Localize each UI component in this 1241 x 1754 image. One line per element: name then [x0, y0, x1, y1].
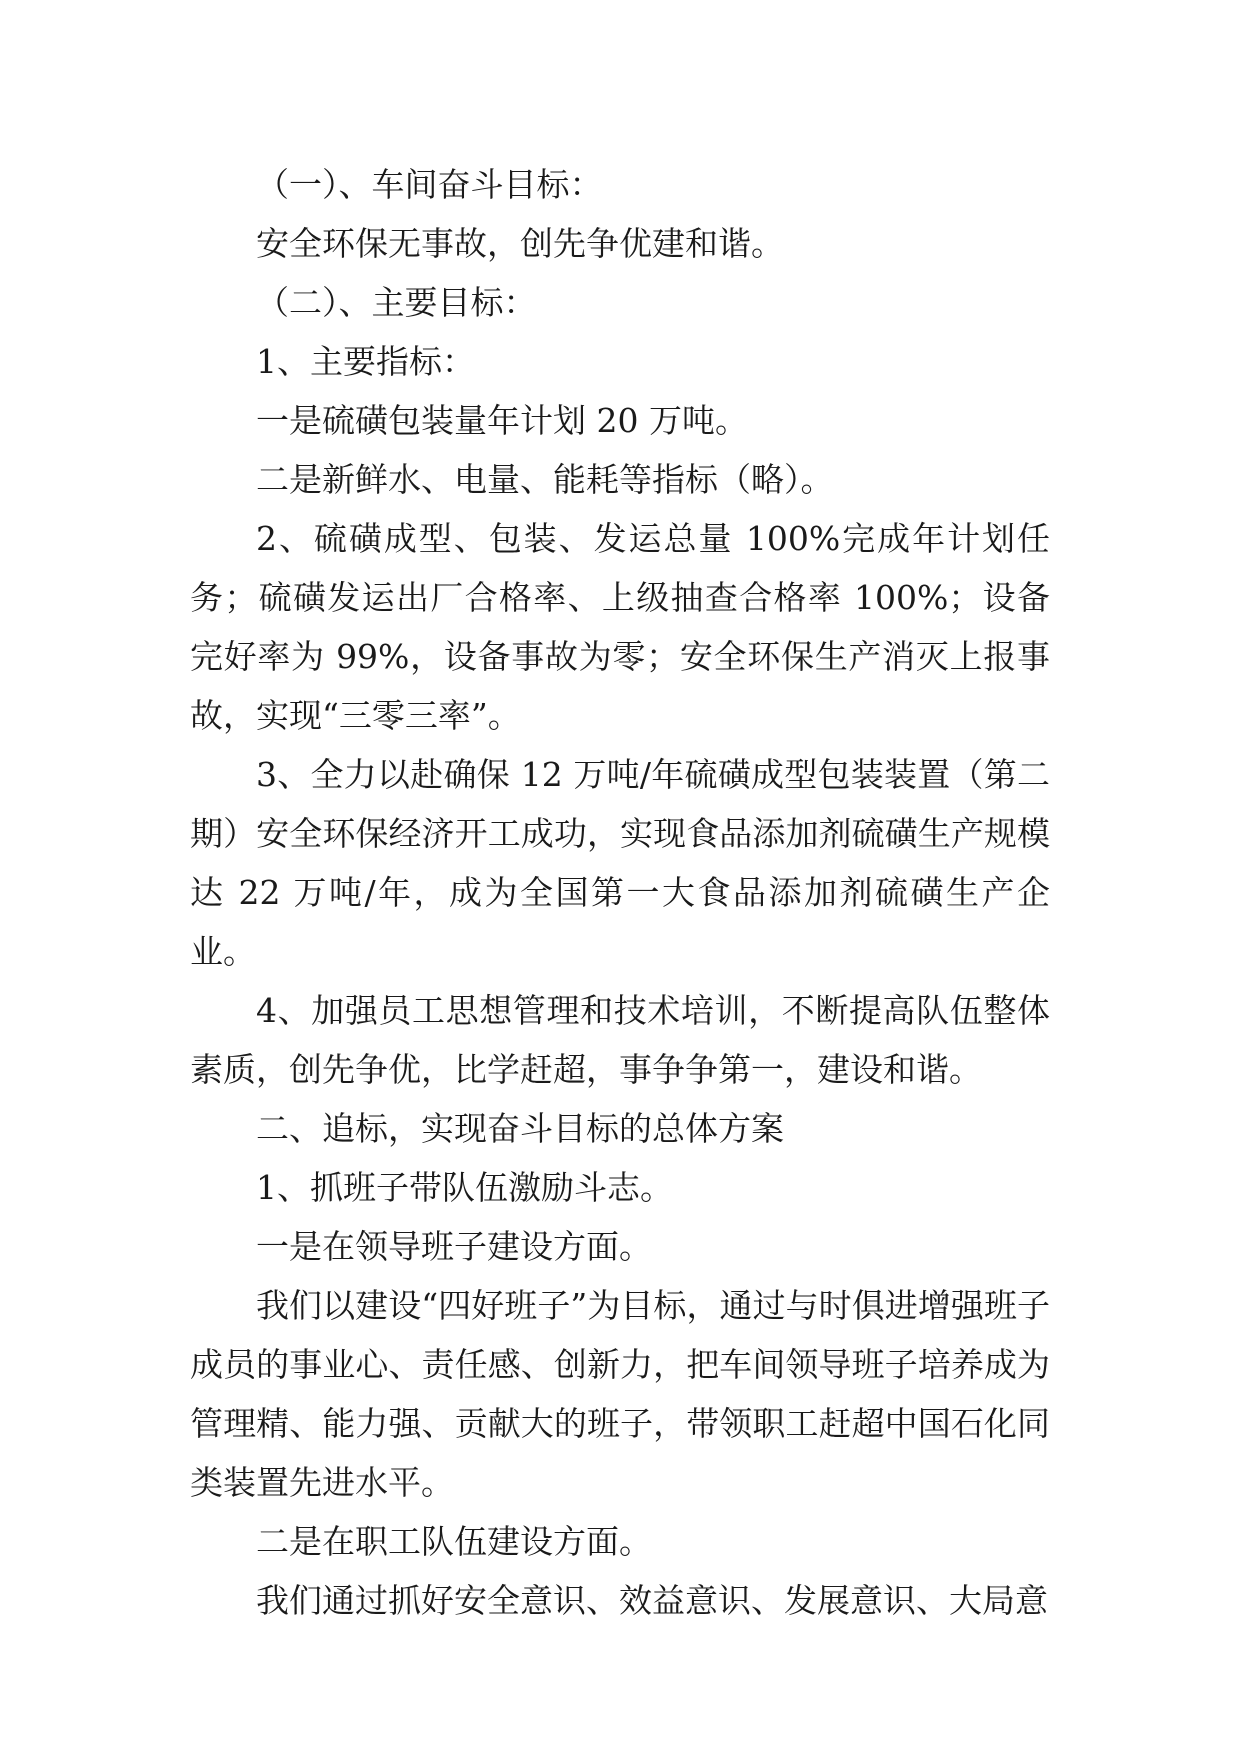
- paragraph-workshop-goal: 安全环保无事故，创先争优建和谐。: [256, 224, 784, 263]
- paragraph-phase-two-startup: 3、全力以赴确保 12 万吨/年硫磺成型包装装置（第二期）安全环保经济开工成功，实现食品添加剂硫磺生产规模达 22 万吨/年，成为全国第一大食品添加剂硫磺生产企业。: [190, 755, 1050, 971]
- paragraph-main-goals-heading: （二）、主要目标：: [256, 283, 537, 322]
- paragraph-completion-rates: 2、硫磺成型、包装、发运总量 100%完成年计划任务；硫磺发运出厂合格率、上级抽查合格率 100%；设备完好率为 99%，设备事故为零；安全环保生产消灭上报事故，实现“三零三率”。: [190, 519, 1050, 735]
- document-body: [190, 155, 1050, 1630]
- paragraph-team-leadership: 1、抓班子带队伍激励斗志。: [256, 1168, 673, 1207]
- paragraph-staff-training: 4、加强员工思想管理和技术培训，不断提高队伍整体素质，创先争优，比学赶超，事争争第一，建设和谐。: [190, 991, 1050, 1089]
- paragraph-workshop-goal-heading: （一）、车间奋斗目标：: [256, 165, 603, 204]
- paragraph-workforce-building: 二是在职工队伍建设方面。: [256, 1522, 652, 1561]
- paragraph-consumption-indicators: 二是新鲜水、电量、能耗等指标（略）。: [256, 460, 834, 499]
- paragraph-awareness: 我们通过抓好安全意识、效益意识、发展意识、大局意: [256, 1581, 1048, 1620]
- paragraph-main-indicators-heading: 1、主要指标：: [256, 342, 475, 381]
- paragraph-four-good-team: 我们以建设“四好班子”为目标，通过与时俱进增强班子成员的事业心、责任感、创新力，把车间领导班子培养成为管理精、能力强、贡献大的班子，带领职工赶超中国石化同类装置先进水平。: [190, 1286, 1050, 1502]
- paragraph-leadership-building: 一是在领导班子建设方面。: [256, 1227, 652, 1266]
- paragraph-overall-plan-heading: 二、追标，实现奋斗目标的总体方案: [256, 1109, 784, 1148]
- paragraph-packaging-plan: 一是硫磺包装量年计划 20 万吨。: [256, 401, 748, 440]
